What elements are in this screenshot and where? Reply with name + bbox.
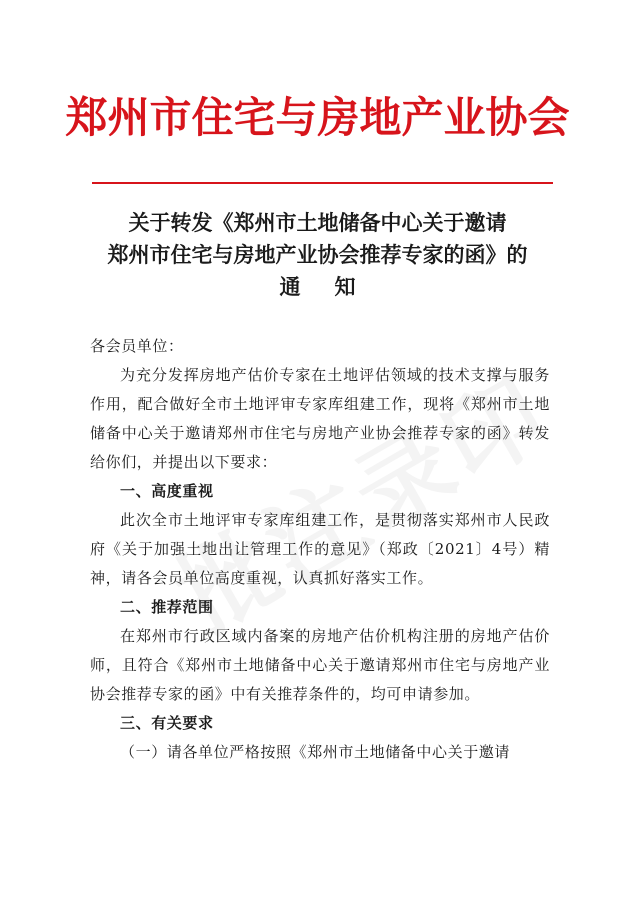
title-notice-word: 通知: [279, 275, 390, 299]
title-line-2: 郑州市住宅与房地产业协会推荐专家的函》的: [107, 243, 528, 267]
section-heading-3: 三、有关要求: [120, 714, 214, 732]
title-line-3: [70, 271, 565, 303]
section-heading-1: 一、高度重视: [120, 482, 214, 500]
document-title: [70, 207, 565, 303]
section-heading-2: 二、推荐范围: [120, 598, 214, 616]
document-body: [90, 332, 550, 767]
title-line-1: 关于转发《郑州市土地储备中心关于邀请: [128, 211, 507, 235]
section-text-2: 在郑州市行政区域内备案的房地产估价机构注册的房地产估价师，且符合《郑州市土地储备中心关于邀请郑州市住宅与房地产业协会推荐专家的函》中有关推荐条件的，均可申请参加。: [90, 627, 550, 703]
section-text-3: （一）请各单位严格按照《郑州市土地储备中心关于邀请: [120, 743, 511, 761]
section-text-1: 此次全市土地评审专家库组建工作，是贯彻落实郑州市人民政府《关于加强土地出让管理工作的意见》（郑政〔2021〕4号）精神，请各会员单位高度重视，认真抓好落实工作。: [90, 511, 550, 587]
letterhead-red-rule: [92, 182, 553, 184]
intro-paragraph: 为充分发挥房地产估价专家在土地评估领域的技术支撑与服务作用，配合做好全市土地评审专家库组建工作，现将《郑州市土地储备中心关于邀请郑州市住宅与房地产业协会推荐专家的函》转发给你们，并提出以下要求：: [90, 366, 550, 471]
salutation: 各会员单位：: [90, 337, 184, 355]
letterhead-title: 郑州市住宅与房地产业协会: [65, 93, 570, 142]
